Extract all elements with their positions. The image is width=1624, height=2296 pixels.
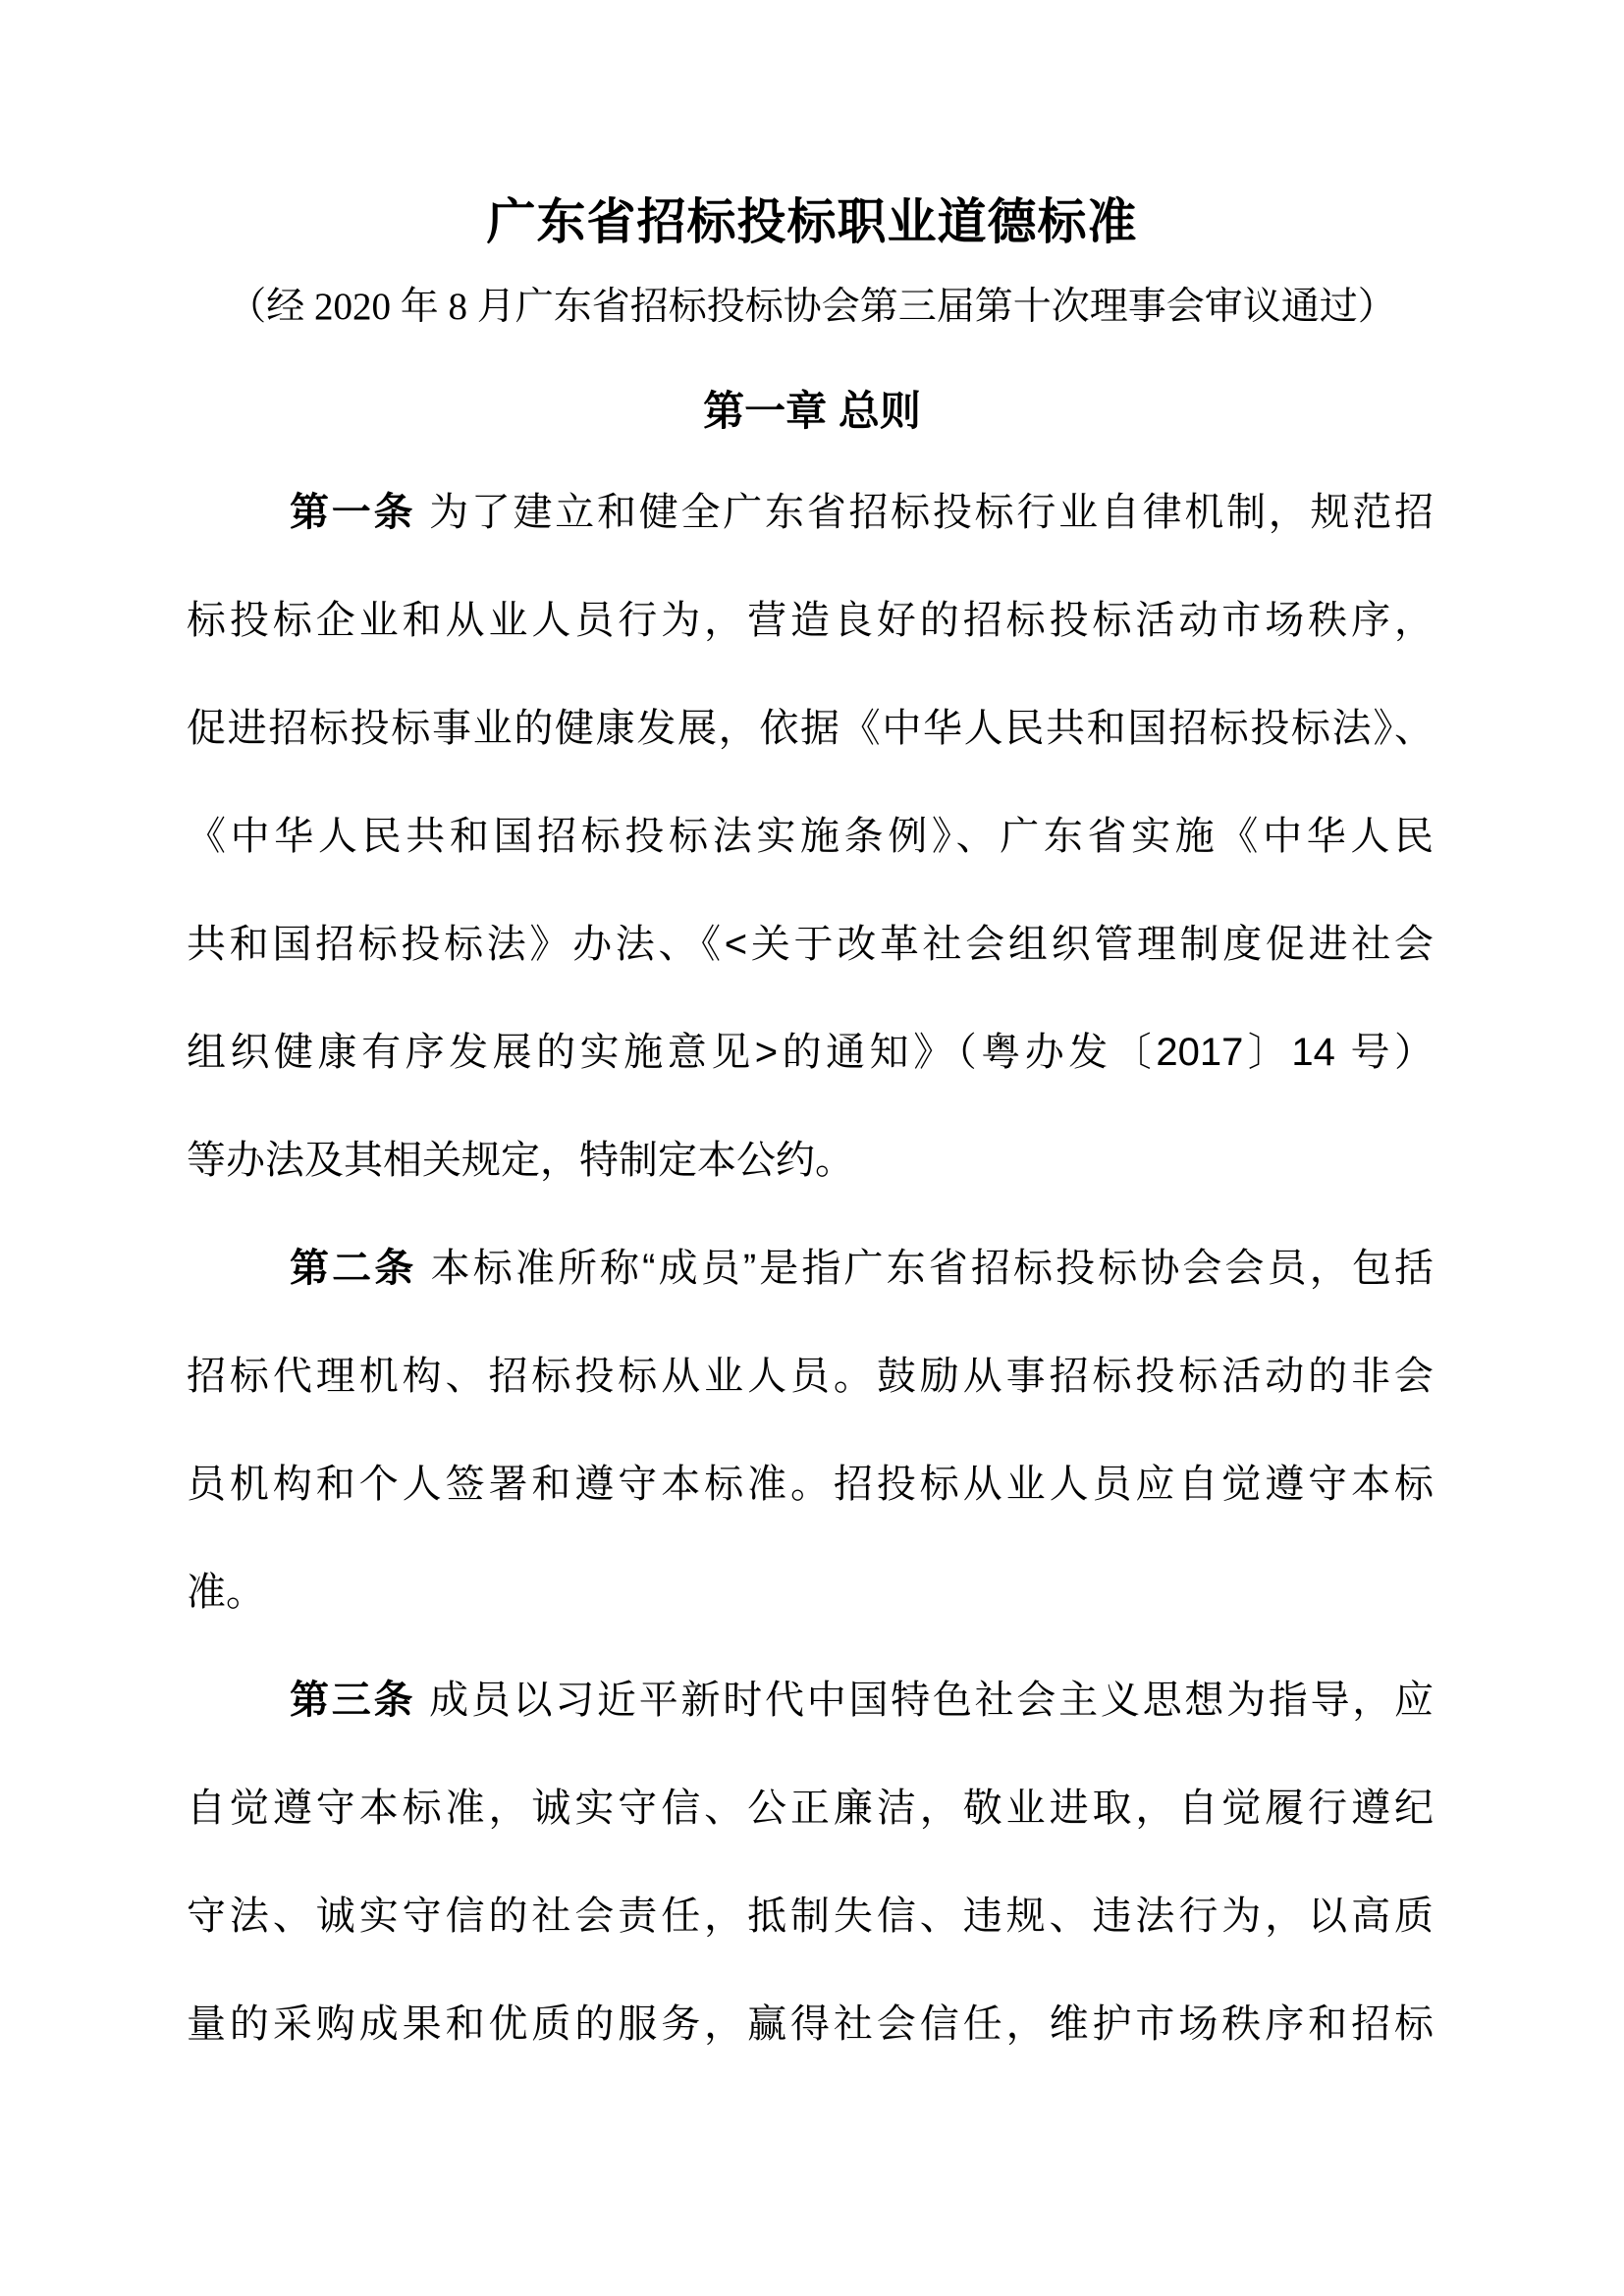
article-2-line-1 — [187, 1214, 1434, 1322]
article-2-line-1-text: 本标准所称“成员”是指广东省招标投标协会会员，包括 — [430, 1247, 1434, 1290]
article-2-line-3: 员机构和个人签署和遵守本标准。招投标从业人员应自觉遵守本标 — [187, 1463, 1434, 1506]
article-3-line-2: 自觉遵守本标准，诚实守信、公正廉洁，敬业进取，自觉履行遵纪 — [187, 1787, 1434, 1830]
article-1-label: 第一条 — [290, 491, 416, 534]
chapter-heading: 第一章 总则 — [703, 388, 921, 434]
article-3-line-1 — [187, 1646, 1434, 1754]
document-body — [187, 458, 1434, 2078]
article-1-line-2: 标投标企业和从业人员行为，营造良好的招标投标活动市场秩序， — [187, 599, 1434, 642]
article-1-line-3: 促进招标投标事业的健康发展，依据《中华人民共和国招标投标法》、 — [187, 707, 1434, 750]
article-1-line-7: 等办法及其相关规定，特制定本公约。 — [187, 1139, 854, 1182]
article-1-line-4: 《中华人民共和国招标投标法实施条例》、广东省实施《中华人民 — [187, 815, 1434, 858]
article-1-line-1 — [187, 458, 1434, 566]
article-3-line-3: 守法、诚实守信的社会责任，抵制失信、违规、违法行为，以高质 — [187, 1895, 1434, 1938]
article-1-line-5: 共和国招标投标法》办法、《<关于改革社会组织管理制度促进社会 — [187, 923, 1434, 966]
article-1-line-1-text: 为了建立和健全广东省招标投标行业自律机制，规范招 — [429, 491, 1434, 534]
article-3-label: 第三条 — [290, 1679, 416, 1722]
article-2-line-4: 准。 — [187, 1571, 265, 1614]
article-2-line-2: 招标代理机构、招标投标从业人员。鼓励从事招标投标活动的非会 — [187, 1355, 1434, 1398]
article-3-line-4: 量的采购成果和优质的服务，赢得社会信任，维护市场秩序和招标 — [187, 2002, 1434, 2046]
article-2-label: 第二条 — [290, 1247, 417, 1290]
document-title: 广东省招标投标职业道德标准 — [486, 194, 1138, 249]
article-1-line-6: 组织健康有序发展的实施意见>的通知》（粤办发〔2017〕14 号） — [187, 1031, 1434, 1074]
article-3-line-1-text: 成员以习近平新时代中国特色社会主义思想为指导，应 — [429, 1679, 1434, 1722]
document-subtitle: （经 2020 年 8 月广东省招标投标协会第三届第十次理事会审议通过） — [228, 286, 1396, 328]
